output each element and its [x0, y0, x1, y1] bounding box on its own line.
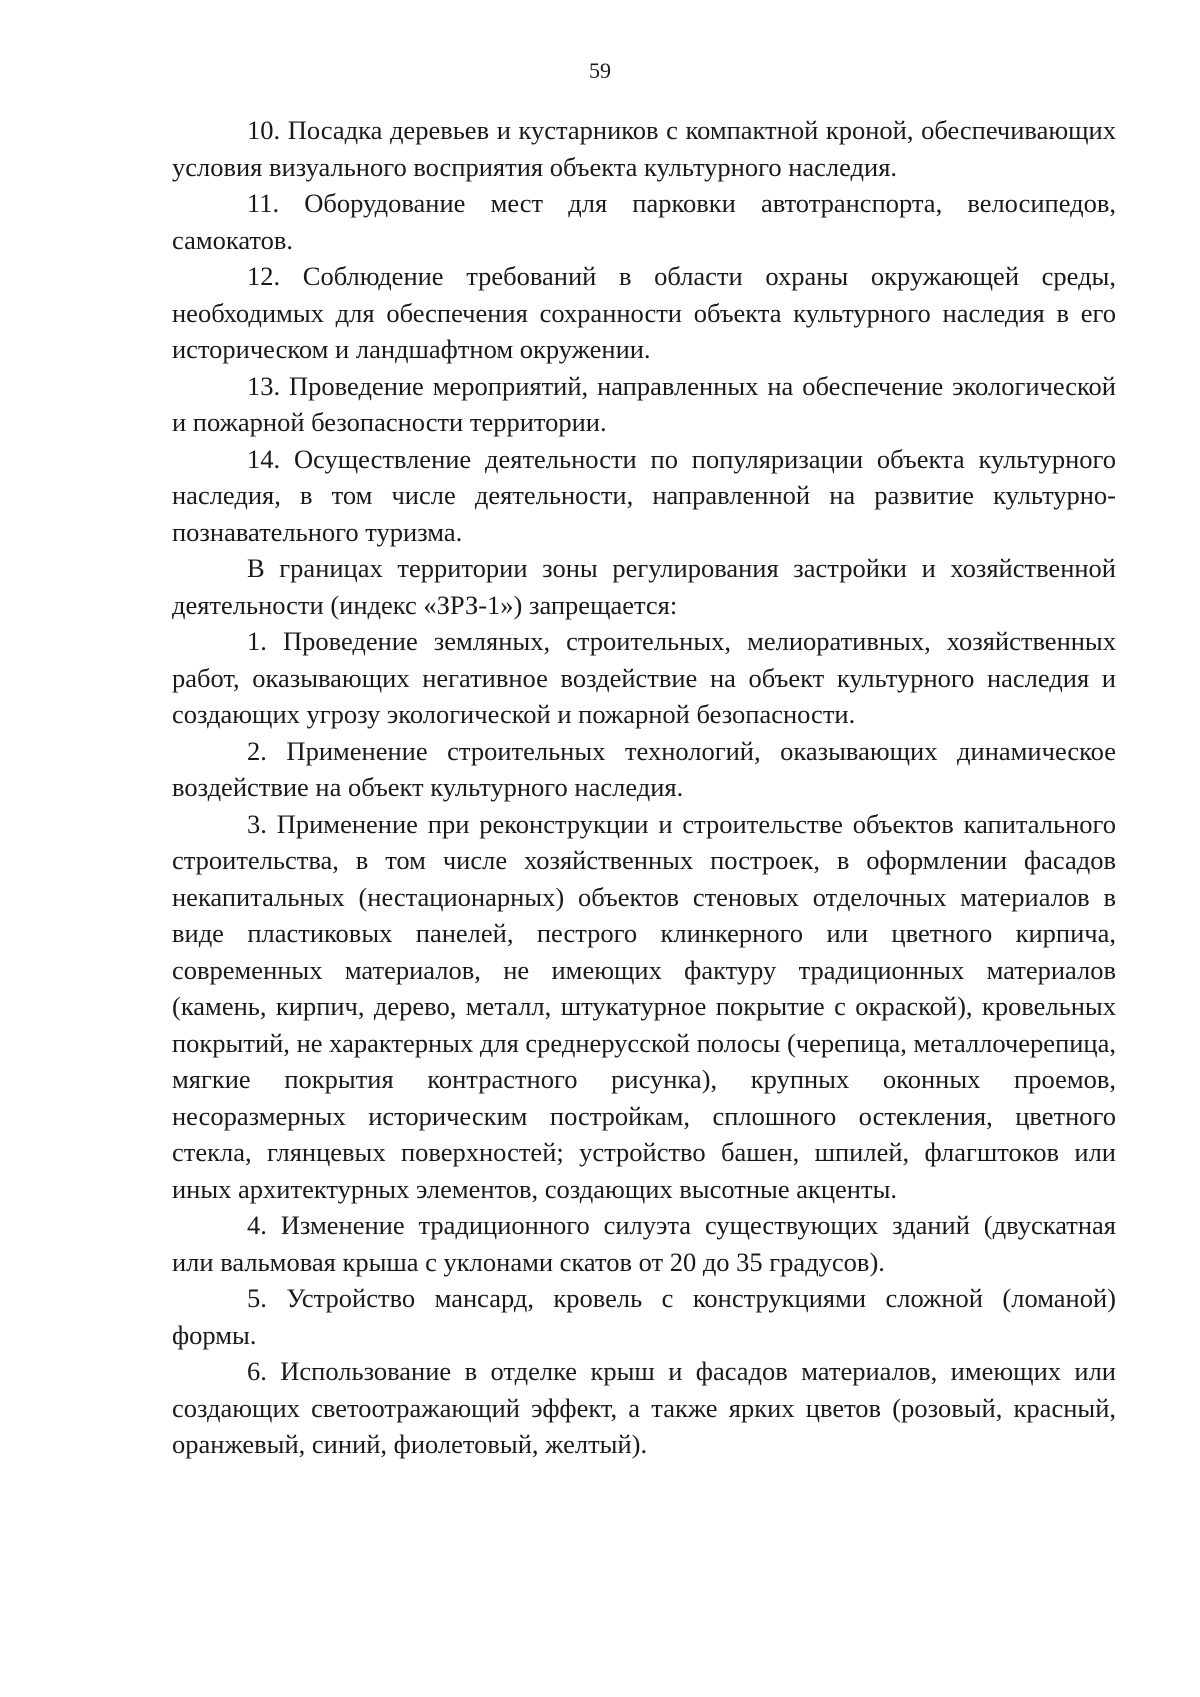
prohibition-item-3: 3. Применение при реконструкции и строительстве объектов капитального строительства, в том числе хозяйственных построек, в оформлении фасадов некапитальных (нестационарных) объектов стеновых отделочных материалов в виде пластиковых панелей, пестрого клинкерного или цветного кирпича, современных материалов, не имеющих фактуру традиционных материалов (камень, кирпич, дерево, металл, штукатурное покрытие с окраской), кровельных покрытий, не характерных для среднерусской полосы (черепица, металлочерепица, мягкие покрытия контрастного рисунка), крупных оконных проемов, несоразмерных историческим постройкам, сплошного остекления, цветного стекла, глянцевых поверхностей; устройство башен, шпилей, флагштоков или иных архитектурных элементов, создающих высотные акценты.: [172, 808, 1116, 1204]
paragraph-item-13: 13. Проведение мероприятий, направленных на обеспечение экологической и пожарной безопасности территории.: [172, 370, 1116, 437]
document-body: [172, 112, 1116, 1463]
prohibition-item-5: 5. Устройство мансард, кровель с конструкциями сложной (ломаной) формы.: [172, 1283, 1116, 1350]
paragraph-item-12: 12. Соблюдение требований в области охраны окружающей среды, необходимых для обеспечения сохранности объекта культурного наследия в его историческом и ландшафтном окружении.: [172, 261, 1116, 364]
paragraph-prohibitions-intro: В границах территории зоны регулирования застройки и хозяйственной деятельности (индекс «ЗРЗ-1») запрещается:: [172, 553, 1116, 620]
prohibition-item-2: 2. Применение строительных технологий, оказывающих динамическое воздействие на объект культурного наследия.: [172, 735, 1116, 802]
prohibition-item-4: 4. Изменение традиционного силуэта существующих зданий (двускатная или вальмовая крыша с уклонами скатов от 20 до 35 градусов).: [172, 1210, 1116, 1277]
prohibition-item-6: 6. Использование в отделке крыш и фасадов материалов, имеющих или создающих светоотражающий эффект, а также ярких цветов (розовый, красный, оранжевый, синий, фиолетовый, желтый).: [172, 1356, 1116, 1459]
paragraph-item-10: 10. Посадка деревьев и кустарников с компактной кроной, обеспечивающих условия визуального восприятия объекта культурного наследия.: [172, 115, 1116, 182]
paragraph-item-14: 14. Осуществление деятельности по популяризации объекта культурного наследия, в том числе деятельности, направленной на развитие культурно-познавательного туризма.: [172, 443, 1116, 547]
page-number: 59: [589, 58, 611, 83]
paragraph-item-11: 11. Оборудование мест для парковки автотранспорта, велосипедов, самокатов.: [172, 188, 1116, 255]
prohibition-item-1: 1. Проведение земляных, строительных, мелиоративных, хозяйственных работ, оказывающих негативное воздействие на объект культурного наследия и создающих угрозу экологической и пожарной безопасности.: [172, 626, 1116, 729]
